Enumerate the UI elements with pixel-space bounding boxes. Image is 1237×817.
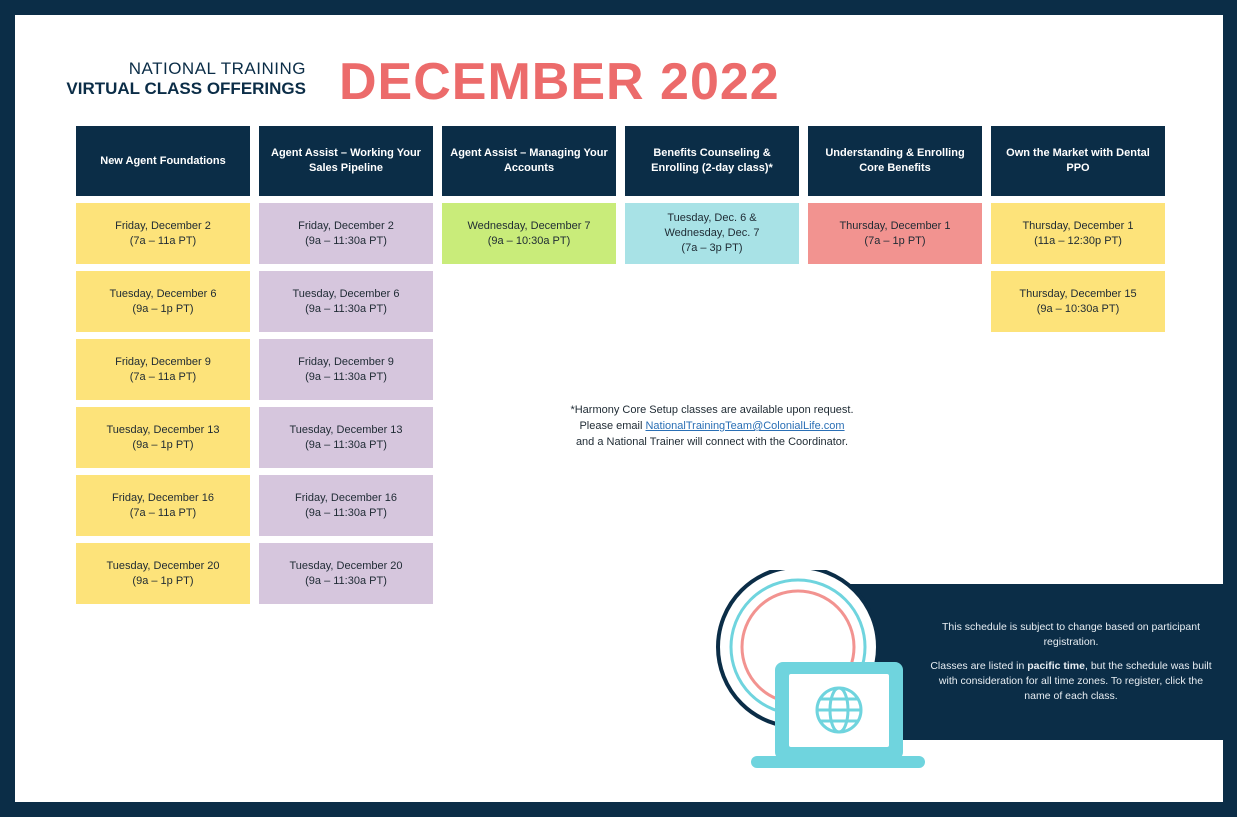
session-cell: [76, 407, 250, 468]
class-column: [76, 126, 250, 604]
session-date-time: Tuesday, Dec. 6 & Wednesday, Dec. 7 (7a – 3p PT): [664, 212, 760, 254]
note-line-3: and a National Trainer will connect with the Coordinator.: [575, 436, 849, 448]
pacific-time-emphasis: pacific time: [1027, 660, 1085, 672]
time-zone-notice: [927, 659, 1215, 704]
class-name-link[interactable]: Understanding & Enrolling Core Benefits: [808, 126, 982, 196]
session-cell: [259, 203, 433, 264]
session-date-time: Friday, December 2 (9a – 11:30a PT): [298, 219, 394, 247]
header-subtitle: [66, 59, 306, 99]
session-cell: [808, 203, 982, 264]
session-cell: [625, 203, 799, 264]
laptop-base: [751, 756, 925, 768]
session-date-time: Thursday, December 15 (9a – 10:30a PT): [1019, 287, 1137, 315]
session-cell: [76, 271, 250, 332]
session-cell: [76, 339, 250, 400]
session-date-time: Tuesday, December 6 (9a – 11:30a PT): [292, 287, 400, 315]
schedule-page: [15, 15, 1223, 802]
session-date-time: Friday, December 9 (7a – 11a PT): [115, 355, 211, 383]
class-name-link[interactable]: Agent Assist – Managing Your Accounts: [442, 126, 616, 196]
session-cell: [76, 543, 250, 604]
laptop-globe-icon: [705, 570, 945, 785]
session-date-time: Tuesday, December 13 (9a – 1p PT): [106, 423, 220, 451]
session-cell: [259, 475, 433, 536]
note-email-prefix: Please email: [579, 420, 646, 432]
header-line-virtual-class-offerings: VIRTUAL CLASS OFFERINGS: [66, 79, 306, 98]
time-zone-notice-end: , but the schedule was built with consideration for all time zones. To register, click the name of each class.: [938, 660, 1212, 702]
note-line-1: *Harmony Core Setup classes are available upon request.: [570, 404, 854, 416]
session-date-time: Friday, December 9 (9a – 11:30a PT): [298, 355, 394, 383]
class-column: [259, 126, 433, 604]
session-cell: [991, 271, 1165, 332]
session-cell: [76, 475, 250, 536]
session-date-time: Thursday, December 1 (7a – 1p PT): [839, 219, 951, 247]
harmony-note: [512, 402, 912, 450]
session-date-time: Tuesday, December 20 (9a – 1p PT): [106, 559, 220, 587]
info-panel-text: [927, 620, 1215, 713]
header-line-national-training: NATIONAL TRAINING: [128, 59, 306, 78]
session-date-time: Friday, December 16 (7a – 11a PT): [112, 491, 214, 519]
page-title: DECEMBER 2022: [339, 53, 780, 111]
session-cell: [259, 271, 433, 332]
session-cell: [259, 407, 433, 468]
session-date-time: Tuesday, December 6 (9a – 1p PT): [109, 287, 217, 315]
note-line-2: [512, 418, 912, 434]
session-date-time: Tuesday, December 13 (9a – 11:30a PT): [289, 423, 403, 451]
class-name-link[interactable]: Benefits Counseling & Enrolling (2-day class)*: [625, 126, 799, 196]
session-date-time: Friday, December 16 (9a – 11:30a PT): [295, 491, 397, 519]
class-column: [625, 126, 799, 264]
session-cell: [991, 203, 1165, 264]
class-column: [991, 126, 1165, 332]
session-cell: [76, 203, 250, 264]
class-name-link[interactable]: Agent Assist – Working Your Sales Pipeline: [259, 126, 433, 196]
session-cell: [442, 203, 616, 264]
class-column: [808, 126, 982, 264]
class-name-link[interactable]: Own the Market with Dental PPO: [991, 126, 1165, 196]
email-link[interactable]: NationalTrainingTeam@ColonialLife.com: [645, 420, 845, 432]
session-date-time: Tuesday, December 20 (9a – 11:30a PT): [289, 559, 403, 587]
class-column: [442, 126, 616, 264]
schedule-change-notice: This schedule is subject to change based on participant registration.: [942, 621, 1200, 648]
time-zone-notice-start: Classes are listed in: [930, 660, 1028, 672]
session-date-time: Friday, December 2 (7a – 11a PT): [115, 219, 211, 247]
session-cell: [259, 543, 433, 604]
session-cell: [259, 339, 433, 400]
session-date-time: Wednesday, December 7 (9a – 10:30a PT): [467, 219, 591, 247]
session-date-time: Thursday, December 1 (11a – 12:30p PT): [1022, 219, 1134, 247]
class-name-link[interactable]: New Agent Foundations: [76, 126, 250, 196]
